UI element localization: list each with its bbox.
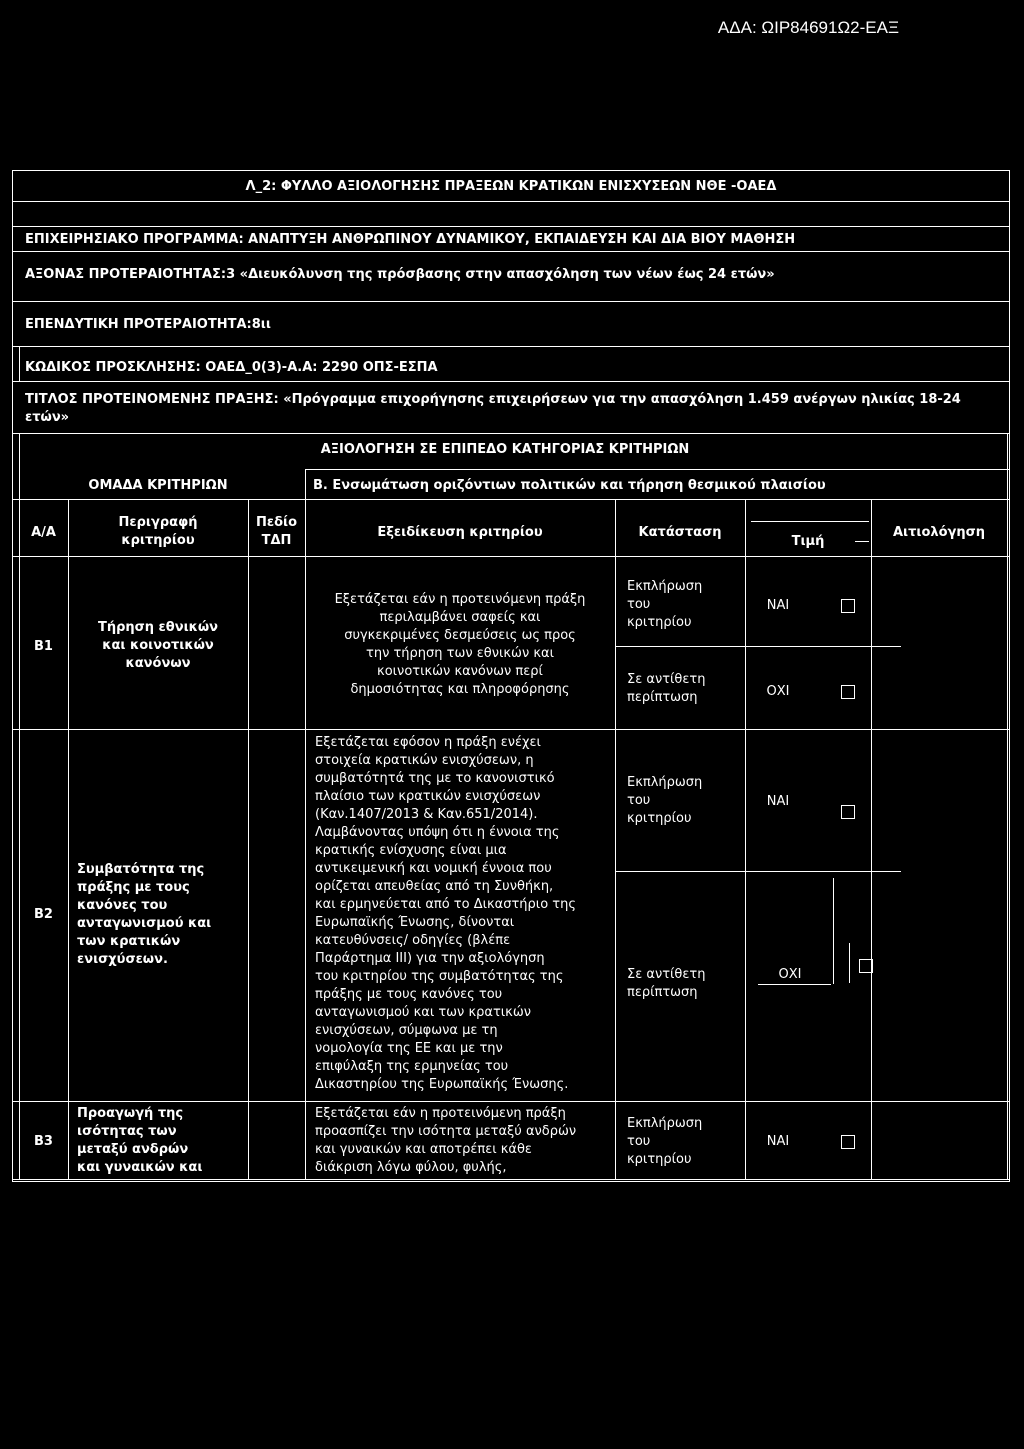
divider: [13, 1179, 1009, 1180]
divider: [751, 521, 869, 522]
col-aa: Α/Α: [31, 525, 56, 540]
priority-line: ΕΠΕΝΔΥΤΙΚΗ ΠΡΟΤΕΡΑΙΟΤΗΤΑ:8ιι: [25, 317, 271, 332]
ada-code: ΑΔΑ: ΩΙΡ84691Ω2-ΕΑΞ: [717, 18, 899, 37]
evaluation-sheet: [12, 170, 1010, 1182]
row-b2-value-no: ΟΧΙ: [778, 967, 802, 982]
row-b2-status-yes: Εκπλήρωση του κριτηρίου: [627, 775, 703, 826]
divider: [19, 433, 20, 1179]
row-b3-yes-checkbox[interactable]: [841, 1135, 855, 1149]
divider: [745, 499, 746, 1179]
row-b1-value-no: ΟΧΙ: [766, 684, 790, 699]
divider: [13, 346, 1009, 347]
row-b2-value-yes: ΝΑΙ: [766, 794, 790, 809]
divider: [13, 1101, 1009, 1102]
divider: [68, 499, 69, 1179]
action-title: ΤΙΤΛΟΣ ΠΡΟΤΕΙΝΟΜΕΝΗΣ ΠΡΑΞΗΣ: «Πρόγραμμα επιχορήγησης επιχειρήσεων για την απασχόληση 1.459 ανέργων ηλικίας 18-24 ετών»: [25, 392, 961, 425]
divider: [13, 301, 1009, 302]
row-b2-id: Β2: [34, 907, 53, 922]
divider: [13, 201, 1009, 202]
criteria-group-label: ΟΜΑΔΑ ΚΡΙΤΗΡΙΩΝ: [88, 478, 228, 493]
row-b1-id: Β1: [34, 639, 53, 654]
row-b1-description: Τήρηση εθνικών και κοινοτικών κανόνων: [97, 620, 219, 671]
row-b2-no-checkbox[interactable]: [859, 959, 873, 973]
divider: [849, 943, 850, 983]
divider: [19, 346, 20, 381]
col-description: Περιγραφή κριτηρίου: [118, 515, 198, 548]
divider: [13, 433, 1009, 434]
axis-line: ΑΞΟΝΑΣ ΠΡΟΤΕΡΑΙΟΤΗΤΑΣ:3 «Διευκόλυνση της πρόσβασης στην απασχόληση των νέων έως 24 ετών»: [25, 267, 775, 282]
row-b1-yes-checkbox[interactable]: [841, 599, 855, 613]
sheet-title: Λ_2: ΦΥΛΛΟ ΑΞΙΟΛΟΓΗΣΗΣ ΠΡΑΞΕΩΝ ΚΡΑΤΙΚΩΝ ΕΝΙΣΧΥΣΕΩΝ ΝΘΕ -ΟΑΕΔ: [245, 179, 777, 194]
evaluation-heading: ΑΞΙΟΛΟΓΗΣΗ ΣΕ ΕΠΙΠΕΔΟ ΚΑΤΗΓΟΡΙΑΣ ΚΡΙΤΗΡΙΩΝ: [320, 442, 690, 457]
divider: [833, 878, 834, 984]
divider: [305, 469, 306, 1179]
divider: [13, 251, 1009, 252]
col-value: Τιμή: [791, 534, 825, 549]
divider: [615, 871, 901, 872]
divider: [615, 646, 901, 647]
divider: [13, 556, 1009, 557]
row-b2-yes-checkbox[interactable]: [841, 805, 855, 819]
divider: [871, 499, 872, 1179]
row-b1-specification: Εξετάζεται εάν η προτεινόμενη πράξη περιλαμβάνει σαφείς και συγκεκριμένες δεσμεύσεις ως προς την τήρηση των εθνικών και κοινοτικών κανόνων περί δημοσιότητας και πληροφόρησης: [334, 592, 586, 697]
row-b2-status-no: Σε αντίθετη περίπτωση: [627, 967, 706, 1000]
program-line: ΕΠΙΧΕΙΡΗΣΙΑΚΟ ΠΡΟΓΡΑΜΜΑ: ΑΝΑΠΤΥΞΗ ΑΝΘΡΩΠΙΝΟΥ ΔΥΝΑΜΙΚΟΥ, ΕΚΠΑΙΔΕΥΣΗ ΚΑΙ ΔΙΑ ΒΙΟΥ ΜΑΘΗΣΗ: [25, 232, 796, 247]
row-b1-no-checkbox[interactable]: [841, 685, 855, 699]
divider: [13, 729, 1009, 730]
row-b1-value-yes: ΝΑΙ: [766, 598, 790, 613]
call-code-line: ΚΩΔΙΚΟΣ ΠΡΟΣΚΛΗΣΗΣ: ΟΑΕΔ_0(3)-Α.Α: 2290 ΟΠΣ-ΕΣΠΑ: [25, 360, 438, 375]
row-b1-status-yes: Εκπλήρωση του κριτηρίου: [627, 579, 703, 630]
row-b2-description: Συμβατότητα της πράξης με τους κανόνες του ανταγωνισμού και των κρατικών ενισχύσεων.: [77, 862, 212, 967]
row-b3-value-yes: ΝΑΙ: [766, 1134, 790, 1149]
divider: [758, 984, 831, 985]
col-status: Κατάσταση: [638, 525, 722, 540]
row-b3-specification: Εξετάζεται εάν η προτεινόμενη πράξη προασπίζει την ισότητα μεταξύ ανδρών και γυναικών και αποτρέπει κάθε διάκριση λόγω φύλου, φυλής,: [315, 1106, 577, 1175]
divider: [13, 226, 1009, 227]
col-justification: Αιτιολόγηση: [892, 525, 986, 540]
divider: [248, 499, 249, 1179]
col-field: Πεδίο ΤΔΠ: [255, 515, 298, 548]
row-b1-status-no: Σε αντίθετη περίπτωση: [627, 672, 706, 705]
divider: [13, 499, 1009, 500]
divider: [305, 469, 1009, 470]
divider: [1007, 433, 1008, 1179]
divider: [13, 381, 1009, 382]
row-b2-specification: Εξετάζεται εφόσον η πράξη ενέχει στοιχεία κρατικών ενισχύσεων, η συμβατότητά της με το κανονιστικό πλαίσιο των κρατικών ενισχύσεων (Καν.1407/2013 & Καν.651/2014). Λαμβάνοντας υπόψη ότι η έννοια της κρατικής ενίσχυσης είναι μια αντικειμενική και νομική έννοια που ορίζεται απευθείας από τη Συνθήκη, και ερμηνεύεται από το Δικαστήριο της Ευρωπαϊκής Ένωσης, δίνονται κατευθύνσεις/ οδηγίες (βλέπε Παράρτημα ΙΙΙ) για την αξιολόγηση του κριτηρίου της συμβατότητας της πράξης με τους κανόνες του ανταγωνισμού και των κρατικών ενισχύσεων, σύμφωνα με τη νομολογία της ΕΕ και με την επιφύλαξη της ερμηνείας του Δικαστηρίου της Ευρωπαϊκής Ένωσης.: [315, 735, 576, 1092]
row-b3-status-yes: Εκπλήρωση του κριτηρίου: [627, 1116, 703, 1167]
row-b3-id: Β3: [34, 1134, 53, 1149]
divider: [855, 541, 869, 542]
criteria-group-value: Β. Ενσωμάτωση οριζόντιων πολιτικών και τήρηση θεσμικού πλαισίου: [313, 478, 826, 493]
row-b3-description: Προαγωγή της ισότητας των μεταξύ ανδρών και γυναικών και: [77, 1106, 203, 1175]
col-specification: Εξειδίκευση κριτηρίου: [377, 525, 543, 540]
